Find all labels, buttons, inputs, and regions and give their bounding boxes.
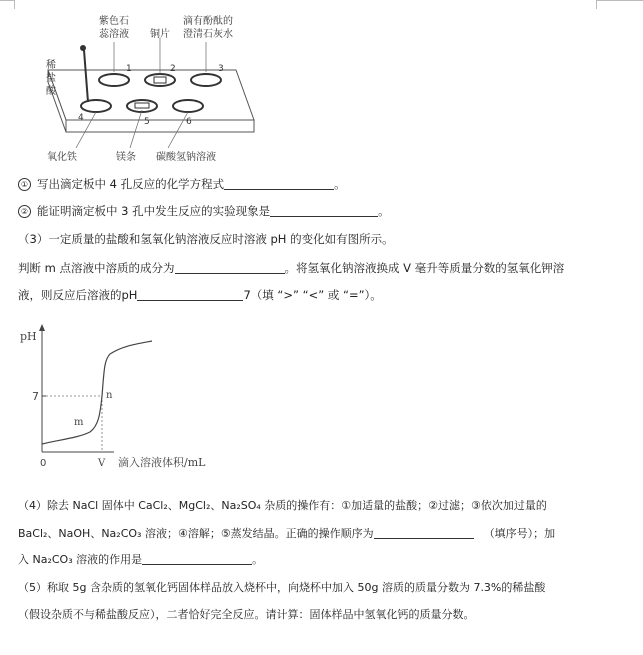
y-tick-label: 7 [32,390,39,403]
magnesium-piece [135,103,149,108]
well-number-2: 2 [170,64,176,74]
page-edge-right [596,0,643,9]
question-4-line2: BaCl₂、NaOH、Na₂CO₃ 溶液；④溶解；⑤蒸发结晶。正确的操作顺序为 （填序号）；加 [18,527,556,540]
well-3 [191,74,221,86]
question-2: ② 能证明滴定板中 3 孔中发生反应的实验现象是 。 [18,203,390,219]
well-number-4: 4 [78,113,84,123]
ph-curve-graph [18,320,248,470]
answer-blank-4b[interactable] [142,552,252,565]
well-number-1: 1 [126,64,132,74]
ph-curve [42,341,152,444]
page-edge-left [0,0,15,9]
circled-number: ② [18,205,31,218]
question-2-text: 能证明滴定板中 3 孔中发生反应的实验现象是 [37,204,271,218]
label-iron-oxide: 氧化铁 [47,152,77,163]
well-4 [81,100,111,112]
label-acid-2: 盐 [46,73,56,84]
answer-blank-1[interactable] [224,177,334,190]
answer-blank-3a[interactable] [175,261,285,274]
circled-number: ① [18,178,31,191]
question-5-line1: （5）称取 5g 含杂质的氢氧化钙固体样品放入烧杯中，向烧杯中加入 50g 溶质的质量分数为 7.3%的稀盐酸 [18,581,546,594]
y-axis-label: pH [20,330,37,343]
label-bicarbonate: 碳酸氢钠溶液 [156,152,216,163]
question-3-line3: 液，则反应后溶液的pH 7（填 “>” “<” 或 “=”）。 [18,288,382,302]
y-axis-arrow [39,324,45,331]
well-number-3: 3 [218,64,224,74]
question-3-line2: 判断 m 点溶液中溶质的成分为 。将氢氧化钠溶液换成 V 毫升等质量分数的氢氧化钾溶 [18,261,565,275]
spot-plate-figure [18,8,268,168]
well-1 [99,74,129,86]
question-3-intro: （3）一定质量的盐酸和氢氧化钠溶液反应时溶液 pH 的变化如有图所示。 [18,232,394,246]
well-number-5: 5 [144,117,150,127]
origin-label: 0 [40,458,47,469]
answer-blank-4a[interactable] [374,526,474,539]
point-m-label: m [74,417,84,428]
label-limewater-1: 滴有酚酞的 [183,16,233,27]
point-n-label: n [106,390,113,401]
well-number-6: 6 [186,117,192,127]
well-6 [173,100,203,112]
question-5-line2: （假设杂质不与稀盐酸反应），二者恰好完全反应。请计算：固体样品中氢氧化钙的质量分数。 [18,608,475,621]
plate-front [66,120,254,132]
label-copper: 铜片 [150,29,170,40]
dropper-bulb [80,45,86,51]
question-1: ① 写出滴定板中 4 孔反应的化学方程式 。 [18,176,346,192]
label-litmus-2: 蕊溶液 [99,29,129,40]
answer-blank-3b[interactable] [137,288,243,301]
question-4-line1: （4）除去 NaCl 固体中 CaCl₂、MgCl₂、Na₂SO₄ 杂质的操作有：①加适量的盐酸；②过滤；③依次加过量的 [18,499,547,512]
label-litmus-1: 紫色石 [99,16,129,27]
answer-blank-2[interactable] [270,204,378,217]
label-limewater-2: 澄清石灰水 [183,29,233,40]
label-acid-1: 稀 [46,60,56,71]
question-1-text: 写出滴定板中 4 孔反应的化学方程式 [37,177,225,191]
x-axis-label: 滴入溶液体积/mL [118,456,206,469]
label-acid-3: 酸 [46,86,56,97]
question-4-line3: 入 Na₂CO₃ 溶液的作用是 。 [18,553,264,566]
label-magnesium: 镁条 [116,152,136,163]
copper-piece [154,77,166,83]
x-tick-label: V [98,458,106,469]
